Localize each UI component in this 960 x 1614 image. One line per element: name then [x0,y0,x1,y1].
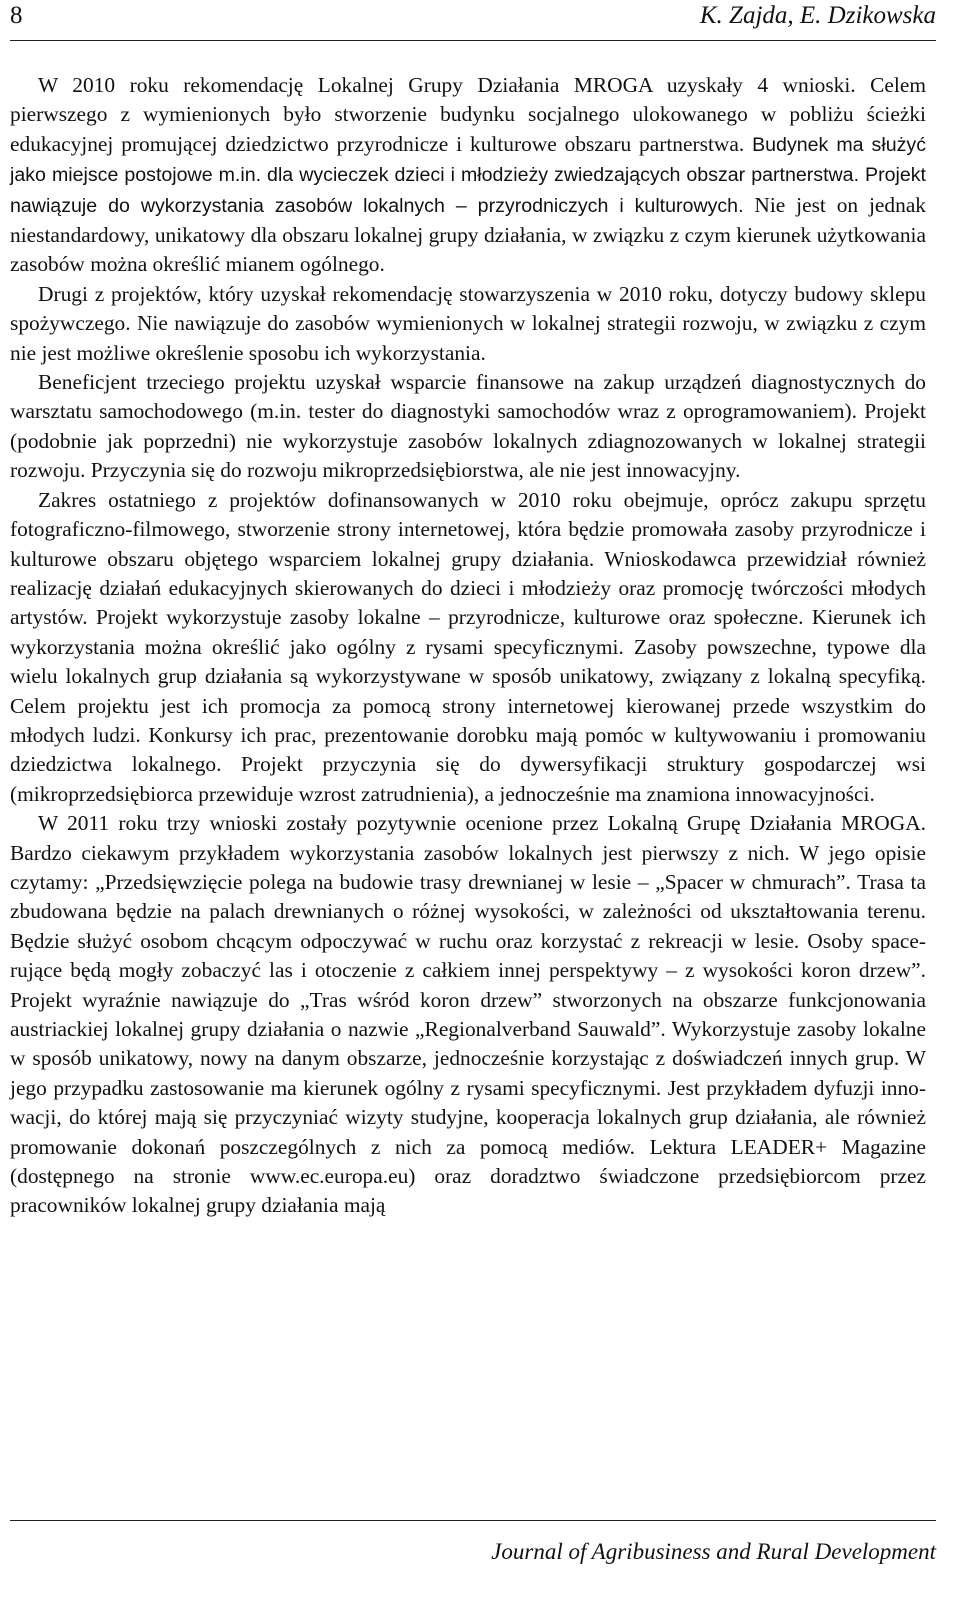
paragraph: W 2011 roku trzy wnioski zostały pozytywnie ocenione przez Lokalną Grupę Działania MROGA. Bardzo ciekawym przykładem wykorzystania zasobów lokalnych jest pierwszy z nich. W jego opisie czytamy: „Przedsięwzięcie polega na budowie trasy drewnianej w lesie – „Spacer w chmurach”. Trasa ta zbudowana będzie na palach drewnianych o różnej wysokości, w zależności od ukształtowania terenu. Będzie służyć osobom chcącym odpoczywać w ruchu oraz korzystać z rekreacji w lesie. Osoby spacerujące będą mogły zobaczyć las i otoczenie z całkiem innej perspektywy – z wysokości koron drzew”. Projekt wyraźnie nawiązuje do „Tras wśród koron drzew” stworzonych na obszarze funkcjonowania austriackiej lokalnej grupy działania o nazwie „Regionalverband Sauwald”. Wykorzystuje zasoby lokalne w sposób unikatowy, nowy na danym obszarze, jednocześnie korzystając z doświadczeń innych grup. W jego przypadku zastosowanie ma kierunek ogólny z rysami specyficznymi. Jest przykładem dyfuzji innowacji, do której mają się przyczyniać wizyty studyjne, kooperacja lokalnych grup działania, ale również promowanie dokonań poszczególnych z nich za pomocą mediów. Lektura LEADER+ Magazine (dostępnego na stronie www.ec.europa.eu) oraz doradztwo świadczone przedsiębiorcom przez pracowników lokalnej grupy działania mają [10,811,926,1218]
running-head-authors: K. Zajda, E. Dzikowska [699,2,936,29]
paragraph: Drugi z projektów, który uzyskał rekomendację stowarzyszenia w 2010 roku, dotyczy budowy sklepu spożywczego. Nie nawiązuje do zasobów wymienionych w lokalnej strategii rozwoju, w związku z czym nie jest możliwe określenie sposobu ich wykorzystania. [10,281,926,365]
paragraph [10,71,926,280]
page-footer [10,1520,936,1564]
paragraph: Zakres ostatniego z projektów dofinansowanych w 2010 roku obejmuje, oprócz zakupu sprzętu fotograficzno-filmowego, stworzenie strony internetowej, która będzie promowała zasoby przyrodnicze i kulturowe obszaru objętego wsparciem lokalnej grupy działania. Wnioskodawca przewidział również realizację działań edukacyjnych skierowanych do dzieci i młodzieży oraz promocję twórczości młodych artystów. Projekt wykorzystuje zasoby lokalne – przyrodnicze, kulturowe oraz społeczne. Kierunek ich wykorzystania można określić jako ogólny z rysami specyficznymi. Zasoby powszechne, typowe dla wielu lokalnych grup działania są wykorzystywane w sposób unikatowy, związany z lokalną specyfiką. Celem projektu jest ich promocja za pomocą strony internetowej kierowanej przede wszystkim do młodych ludzi. Konkursy ich prac, prezentowanie dorobku mają pomóc w kultywowaniu i promowaniu dziedzictwa lokalnego. Projekt przyczynia się do dywersyfikacji struktury gospodarczej wsi (mikroprzedsiębiorca przewiduje wzrost zatrudnienia), a jednocześnie ma znamiona innowacyjności. [10,487,926,806]
journal-name: Journal of Agribusiness and Rural Development [491,1539,936,1564]
page-header [10,2,936,41]
paragraph: Beneficjent trzeciego projektu uzyskał wsparcie finansowe na zakup urządzeń diagnostycznych do warsztatu samochodowego (m.in. tester do diagnostyki samochodów wraz z oprogramowaniem). Projekt (podobnie jak poprzedni) nie wykorzystuje zasobów lokalnych zdiagnozowanych w lokalnej strategii rozwoju. Przyczynia się do rozwoju mikroprzedsiębiorstwa, ale nie jest innowacyjny. [10,370,926,483]
page-number: 8 [10,2,23,29]
paragraph-text: Nie jest on jednak niestandardowy, unikatowy dla obszaru lokalnej grupy działania, w związku z czym kierunek użytkowania zasobów można określić mianem ogólnego. [10,192,927,277]
paragraph-text: W 2010 roku rekomendację Lokalnej Grupy Działania MROGA uzyskały 4 wnioski. Celem pierwszego z wymienionych było stworzenie budynku socjalnego ulokowanego w pobliżu ścieżki edukacyjnej promującej dziedzictwo przyrodnicze i kulturowe obszaru partnerstwa. [10,73,926,156]
paragraph-text-sans: Budynek ma służyć jako miejsce postojowe m.in. dla wycieczek dzieci i młodzieży zwiedzających obszar partnerstwa. Projekt nawiązuje do wykorzystania zasobów lokalnych – przyrodniczych i kulturowych. [10,133,926,217]
body-text [10,71,926,1221]
